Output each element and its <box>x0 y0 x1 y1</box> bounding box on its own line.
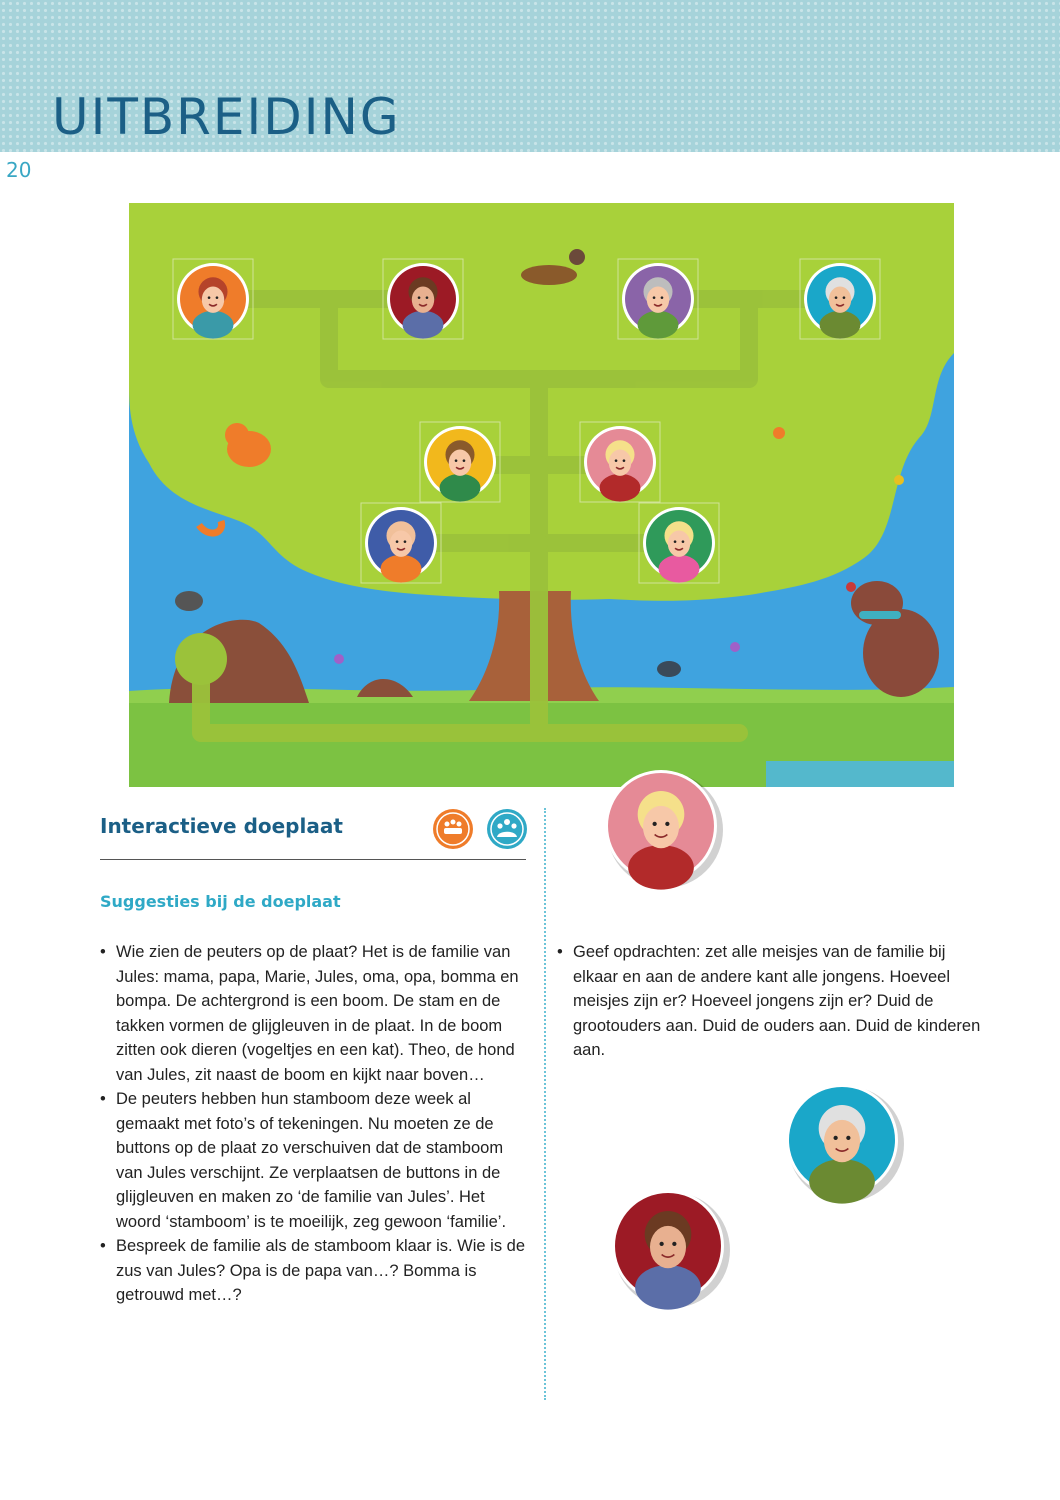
bomma-button-badge <box>601 766 725 890</box>
left-bullet-list <box>100 940 530 1308</box>
list-item: • De peuters hebben hun stamboom deze week al gemaakt met foto’s of tekeningen. Nu moeten ze de buttons op de plaat zo verschuiven dat de stamboom van Jules verschijnt. Ze verplaatsen de buttons in de glijgleuven en maken zo ‘de familie van Jules’. Het woord ‘stamboom’ is te moeilijk, zeg gewoon ‘familie’. <box>100 1087 530 1234</box>
list-item: • Geef opdrachten: zet alle meisjes van de familie bij elkaar en aan de andere kant alle jongens. Hoeveel meisjes zijn er? Hoeveel jongens zijn er? Duid de grootouders aan. Duid de ouders aan. Duid de kinderen aan. <box>557 940 987 1063</box>
list-item: • Bespreek de familie als de stamboom klaar is. Wie is de zus van Jules? Opa is de papa van…? Bomma is getrouwd met…? <box>100 1234 530 1308</box>
section-subtitle: Suggesties bij de doeplaat <box>100 892 341 911</box>
column-divider <box>544 808 546 1400</box>
page-number: 20 <box>6 158 32 182</box>
section-title: Interactieve doeplaat <box>100 814 343 838</box>
list-item: • Wie zien de peuters op de plaat? Het is de familie van Jules: mama, papa, Marie, Jules, oma, opa, bomma en bompa. De achtergrond is een boom. De stam en de takken vormen de glijgleuven in de plaat. In de boom zitten ook dieren (vogeltjes en een kat). Theo, de hond van Jules, zit naast de boom en kijkt naar boven… <box>100 940 530 1087</box>
right-bullet-list <box>557 940 987 1063</box>
group-people-icon <box>486 808 528 850</box>
opa-button-badge <box>782 1080 906 1204</box>
group-table-icon <box>432 808 474 850</box>
papa-button-badge <box>608 1186 732 1310</box>
bird-nest <box>521 265 577 285</box>
page-title: UITBREIDING <box>52 88 401 146</box>
doeplaat-illustration <box>129 203 954 787</box>
section-divider <box>100 859 526 860</box>
